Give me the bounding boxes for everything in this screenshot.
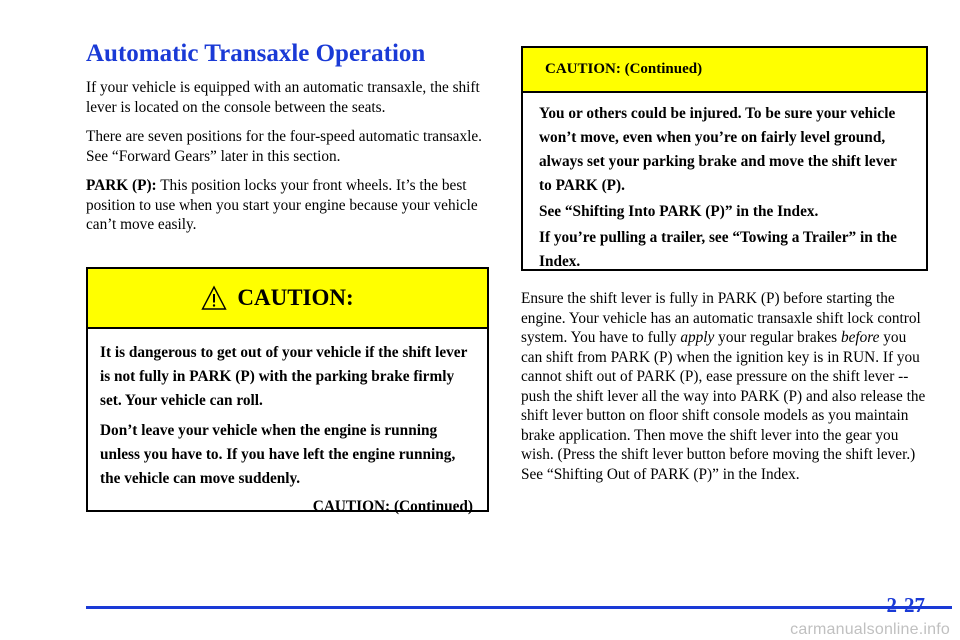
caution-box	[86, 267, 489, 515]
page-number: 2-27	[886, 593, 925, 617]
caution-paragraph: Don’t leave your vehicle when the engine is running unless you have to. If you have left the engine running, the vehicle can move suddenly.	[100, 422, 456, 487]
italic-text: before	[840, 329, 880, 346]
park-text: This position locks your front wheels. It’s the best position to use when you start your engine because your vehicle can’t move easily.	[86, 177, 478, 233]
text-run: your regular brakes	[714, 329, 841, 346]
park-paragraph	[86, 176, 486, 235]
left-column	[86, 78, 486, 245]
caution-paragraph: See “Shifting Into PARK (P)” in the Index.	[539, 203, 819, 220]
watermark: carmanualsonline.info	[790, 621, 950, 638]
positions-paragraph: There are seven positions for the four-speed automatic transaxle. See “Forward Gears” later in this section.	[86, 128, 482, 165]
caution-continued-box	[521, 46, 928, 271]
caution-header	[88, 269, 487, 329]
caution-body	[88, 329, 487, 517]
footer-rule	[86, 606, 952, 609]
text-run: you can shift from PARK (P) when the ignition key is in RUN. If you cannot shift out of PARK (P), ease pressure on the shift lever -- push the shift lever all the way into PARK (P) and also release the shift lever button on floor shift console models as you maintain brake application. Then move the shift lever into the gear you wish. (Press the shift lever button before moving the shift lever.) See “Shifting Out of PARK (P)” in the Index.	[521, 329, 926, 483]
caution-continued-label: CAUTION: (Continued)	[312, 498, 473, 515]
italic-text: apply	[680, 329, 715, 346]
caution-paragraph: It is dangerous to get out of your vehicle if the shift lever is not fully in PARK (P) with the parking brake firmly set. Your vehicle can roll.	[100, 344, 468, 409]
intro-paragraph: If your vehicle is equipped with an automatic transaxle, the shift lever is located on the console between the seats.	[86, 79, 480, 116]
caution-paragraph: If you’re pulling a trailer, see “Towing a Trailer” in the Index.	[539, 229, 897, 270]
text-run: Ensure the shift lever is fully in PARK (P) before starting the engine. Your vehicle has an automatic transaxle shift lock control system. You have to fully	[521, 290, 921, 346]
caution-continued-header: CAUTION: (Continued)	[523, 48, 926, 93]
caution-heading: CAUTION:	[237, 285, 354, 310]
warning-triangle-icon	[201, 285, 227, 311]
caution-continued-body	[523, 93, 926, 274]
page-title: Automatic Transaxle Operation	[86, 40, 426, 67]
park-label: PARK (P):	[86, 177, 157, 194]
right-column	[521, 289, 931, 484]
caution-paragraph: You or others could be injured. To be sure your vehicle won’t move, even when you’re on fairly level ground, always set your parking brake and move the shift lever to PARK (P).	[539, 105, 897, 194]
shift-lock-paragraph	[521, 289, 931, 484]
